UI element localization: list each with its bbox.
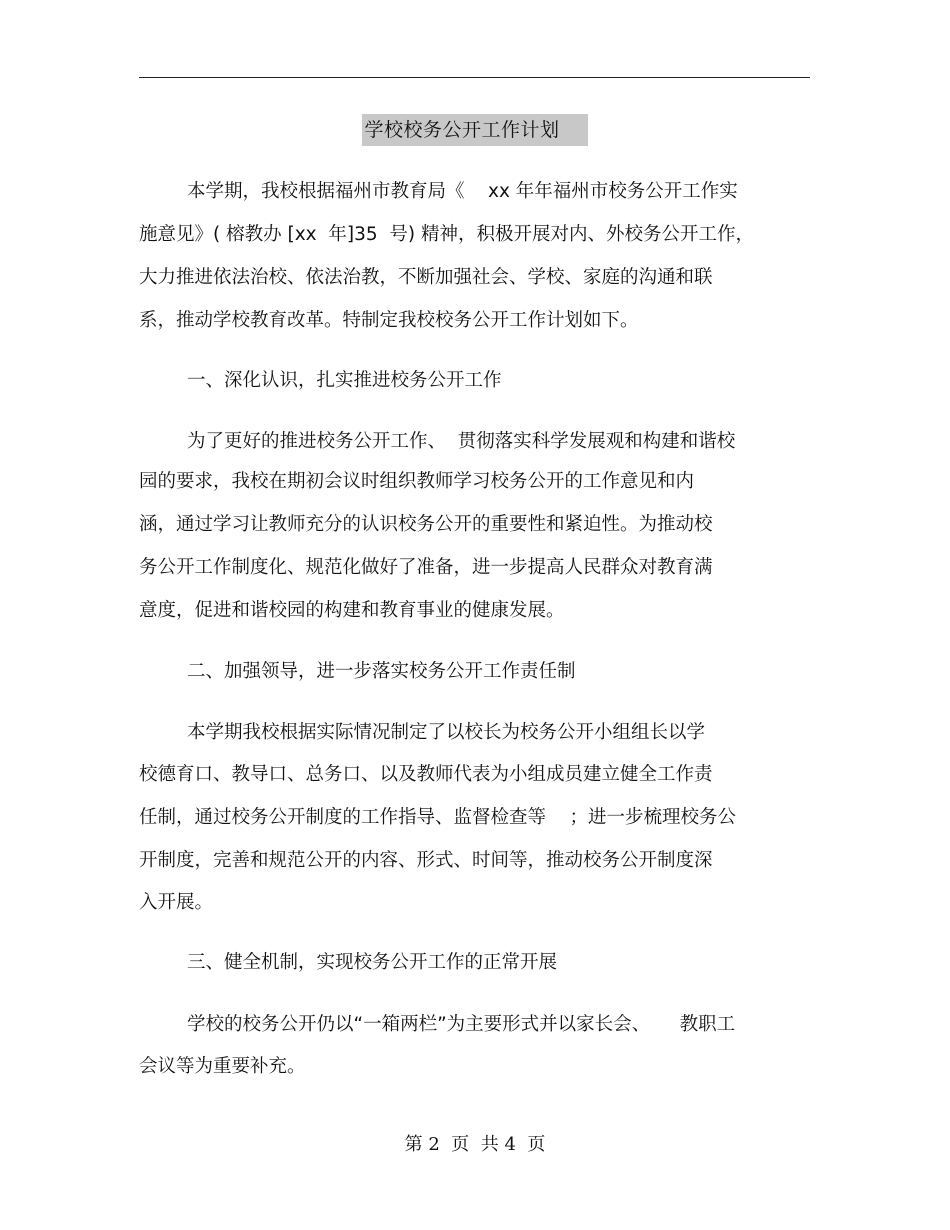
paragraph-line: 施意见》( 榕教办 [xx 年]35 号) 精神，积极开展对内、外校务公开工作， [139,224,754,245]
title-container [0,114,950,146]
paragraph-line: 本学期我校根据实际情况制定了以校长为校务公开小组组长以学 [187,722,706,743]
document-title: 学校校务公开工作计划 [362,114,587,146]
paragraph-line: 务公开工作制度化、规范化做好了准备，进一步提高人民群众对教育满 [139,557,713,578]
paragraph-line: 校德育口、教导口、总务口、以及教师代表为小组成员建立健全工作责 [139,764,713,785]
paragraph-line: 意度，促进和谐校园的构建和教育事业的健康发展。 [139,600,565,621]
paragraph-line: 涵，通过学习让教师充分的认识校务公开的重要性和紧迫性。为推动校 [139,514,713,535]
paragraph-line: 任制，通过校务公开制度的工作指导、监督检查等 ；进一步梳理校务公 [139,807,737,828]
paragraph-line: 大力推进依法治校、依法治教，不断加强社会、学校、家庭的沟通和联 [139,267,713,288]
paragraph-line: 系，推动学校教育改革。特制定我校校务公开工作计划如下。 [139,310,639,331]
paragraph-line: 园的要求，我校在期初会议时组织教师学习校务公开的工作意见和内 [139,471,695,492]
paragraph-line: 入开展。 [139,892,214,913]
paragraph-line: 为了更好的推进校务公开工作、 贯彻落实科学发展观和构建和谐校 [187,431,736,452]
section-heading: 三、健全机制，实现校务公开工作的正常开展 [187,952,558,973]
section-heading: 二、加强领导，进一步落实校务公开工作责任制 [187,661,576,682]
paragraph-line: 学校的校务公开仍以“一箱两栏”为主要形式并以家长会、 教职工 [187,1014,736,1035]
header-rule [139,77,810,78]
paragraph-line: 开制度，完善和规范公开的内容、形式、时间等，推动校务公开制度深 [139,850,713,871]
page-number-footer: 第 2 页 共 4 页 [404,1134,546,1155]
paragraph-line: 会议等为重要补充。 [139,1056,306,1077]
paragraph-line: 本学期，我校根据福州市教育局《 xx 年年福州市校务公开工作实 [187,181,738,202]
section-heading: 一、深化认识，扎实推进校务公开工作 [187,370,502,391]
